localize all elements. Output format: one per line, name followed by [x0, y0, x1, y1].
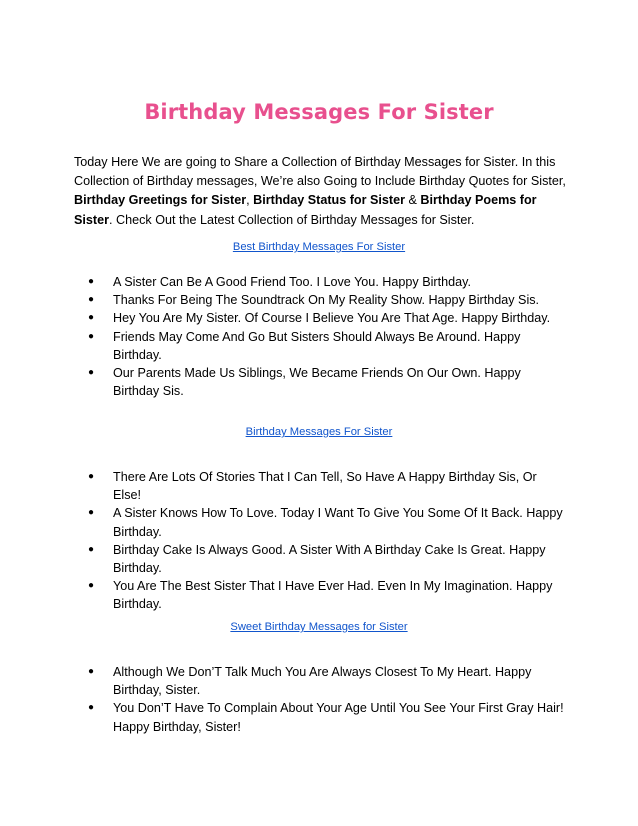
page-title: Birthday Messages For Sister: [144, 100, 494, 124]
intro-bold-poems: Birthday Poems for Sister: [74, 193, 537, 227]
list-item: [0, 328, 638, 364]
list-item-text: Friends May Come And Go But Sisters Should Always Be Around. Happy Birthday.: [113, 329, 521, 362]
list-item-text: You Don’T Have To Complain About Your Age Until You See Your First Gray Hair! Happy Birthday, Sister!: [113, 701, 564, 734]
list-item: [0, 699, 638, 735]
bullet-icon: ●: [88, 330, 95, 342]
section-link-birthday-messages[interactable]: Birthday Messages For Sister: [245, 426, 393, 438]
bullet-list: [0, 468, 638, 614]
list-item: [0, 541, 638, 577]
list-item: [0, 364, 638, 400]
list-item-text: Hey You Are My Sister. Of Course I Believe You Are That Age. Happy Birthday.: [113, 311, 551, 326]
bullet-icon: ●: [88, 312, 95, 324]
section-link-container: [0, 241, 638, 253]
list-item-text: There Are Lots Of Stories That I Can Tell, So Have A Happy Birthday Sis, Or Else!: [113, 470, 537, 503]
intro-separator: &: [405, 193, 421, 208]
bullet-icon: ●: [88, 276, 95, 287]
intro-text-end: . Check Out the Latest Collection of Birthday Messages for Sister.: [109, 212, 475, 227]
list-item-text: Birthday Cake Is Always Good. A Sister With A Birthday Cake Is Great. Happy Birthday.: [113, 542, 546, 576]
bullet-list: [0, 663, 638, 736]
list-item: [0, 504, 638, 540]
list-item-text: Although We Don’T Talk Much You Are Always Closest To My Heart. Happy Birthday, Sister.: [113, 665, 532, 698]
bullet-icon: ●: [88, 294, 95, 306]
bullet-list: [0, 273, 638, 400]
list-item: [0, 663, 638, 699]
list-item-text: Thanks For Being The Soundtrack On My Reality Show. Happy Birthday Sis.: [113, 293, 540, 308]
intro-paragraph: [74, 153, 574, 230]
list-item: [0, 309, 638, 327]
list-item-text: You Are The Best Sister That I Have Ever Had. Even In My Imagination. Happy Birthday.: [113, 579, 553, 612]
bullet-icon: ●: [88, 702, 95, 714]
section-link-best-birthday-messages[interactable]: Best Birthday Messages For Sister: [232, 241, 406, 253]
bullet-icon: ●: [88, 471, 95, 482]
intro-text: Today Here We are going to Share a Collection of Birthday Messages for Sister. In this Collection of Birthday messages, We’re also Going to Include Birthday Quotes for Sister,: [74, 155, 566, 189]
section-link-sweet-birthday-messages[interactable]: Sweet Birthday Messages for Sister: [230, 621, 408, 633]
list-item-text: Our Parents Made Us Siblings, We Became Friends On Our Own. Happy Birthday Sis.: [113, 366, 521, 399]
list-item-text: A Sister Can Be A Good Friend Too. I Love You. Happy Birthday.: [113, 275, 471, 289]
bullet-icon: ●: [88, 543, 95, 555]
list-item: [0, 577, 638, 613]
intro-bold-status: Birthday Status for Sister: [253, 193, 406, 208]
bullet-icon: ●: [88, 367, 95, 379]
section-link-container: [0, 621, 638, 633]
list-item: [0, 468, 638, 504]
intro-bold-greetings: Birthday Greetings for Sister: [74, 193, 247, 208]
bullet-icon: ●: [88, 580, 95, 592]
section-link-container: [0, 426, 638, 438]
bullet-icon: ●: [88, 507, 95, 519]
list-item: [0, 291, 638, 309]
list-item: [0, 273, 638, 291]
intro-separator: ,: [246, 193, 254, 208]
list-item-text: A Sister Knows How To Love. Today I Want To Give You Some Of It Back. Happy Birthday.: [113, 506, 563, 539]
bullet-icon: ●: [88, 666, 95, 677]
